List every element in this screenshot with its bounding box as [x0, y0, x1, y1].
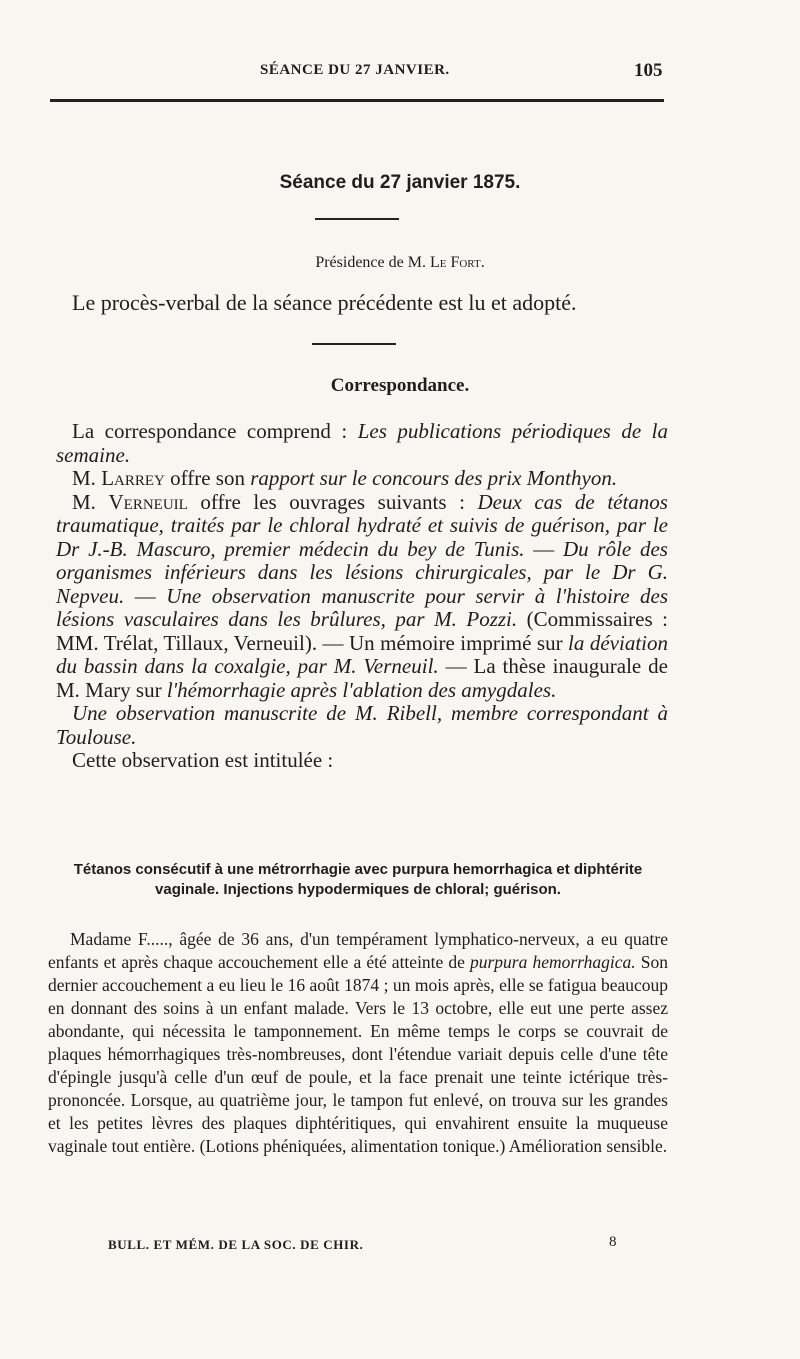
- text-run-italic: Une observation manuscrite de M. Ribell, membre correspondant à Toulouse.: [56, 701, 668, 749]
- minutes-paragraph: Le procès-verbal de la séance précédente est lu et adopté.: [72, 290, 577, 315]
- presidence-name: Le Fort: [429, 254, 481, 271]
- text-run: Madame F....., âgée de 36 ans, d'un tempérament lymphatico-nerveux, a eu quatre enfants et après chaque accouchement elle a été atteinte de: [48, 929, 668, 972]
- text-run: Cette observation est intitulée :: [72, 748, 334, 772]
- person-name: Larrey: [101, 466, 165, 490]
- text-run-italic: l'hémorrhagie après l'ablation des amygdales.: [166, 677, 557, 702]
- journal-footer: BULL. ET MÉM. DE LA SOC. DE CHIR.: [108, 1237, 364, 1252]
- case-title: Tétanos consécutif à une métrorrhagie avec purpura hemorrhagica et diphtérite vaginale. Injections hypodermiques de chloral; guérison.: [73, 861, 643, 898]
- text-run: (Commissaires : MM. Trélat, Tillaux, Verneuil). — Un mémoire imprimé sur: [56, 607, 668, 655]
- paragraph: [56, 420, 668, 467]
- text-run: M.: [72, 489, 109, 514]
- presidence-suffix: .: [480, 254, 485, 271]
- session-title: Séance du 27 janvier 1875.: [279, 172, 521, 193]
- text-run: —: [124, 583, 167, 608]
- paragraph: [56, 467, 668, 491]
- running-title: SÉANCE DU 27 JANVIER.: [260, 62, 450, 78]
- signature-mark: 8: [609, 1234, 617, 1250]
- text-run-italic: purpura hemorrhagica.: [470, 952, 636, 972]
- divider: [312, 343, 396, 345]
- header-rule: [50, 99, 664, 102]
- text-run-italic: Deux cas de tétanos traumatique, traités par le chloral hydraté et suivis de guérison, par le Dr J.-B. Mascuro, premier médecin du bey de Tunis.: [56, 489, 668, 561]
- text-run: offre les ouvrages suivants :: [187, 489, 478, 514]
- text-run-italic: Du rôle des organismes inférieurs dans les lésions chirurgicales, par le Dr G. Nepveu.: [56, 536, 668, 608]
- section-heading: Correspondance.: [330, 375, 470, 396]
- text-run: Son dernier accouchement a eu lieu le 16 août 1874 ; un mois après, elle se fatigua beaucoup en donnant des soins à un enfant malade. Vers le 13 octobre, elle eut une perte assez abondante, qui nécessita le tamponnement. En même temps le corps se couvrait de plaques hémorrhagiques très-nombreuses, dont l'étendue variait depuis celle d'une tête d'épingle jusqu'à celle d'un œuf de poule, et la face prenait une teinte ictérique très-prononcée. Lorsque, au quatrième jour, le tampon fut enlevé, on trouva sur les grandes et les petites lèvres des plaques diphtéritiques, qui envahirent ensuite la muqueuse vaginale tout entière. (Lotions phéniquées, alimentation tonique.) Amélioration sensible.: [48, 952, 668, 1156]
- paragraph: [56, 491, 668, 703]
- text-run: M.: [72, 466, 102, 490]
- paragraph: [56, 749, 668, 773]
- case-body: [48, 928, 668, 1158]
- presidence-line: [0, 254, 800, 272]
- text-run-italic: Les publications périodiques de la semaine.: [56, 419, 668, 467]
- text-run-italic: rapport sur le concours des prix Monthyon.: [250, 466, 618, 490]
- presidence-prefix: Présidence de M.: [315, 254, 430, 271]
- text-run: — La thèse inaugurale de M. Mary sur: [56, 654, 668, 702]
- divider: [315, 218, 399, 220]
- text-run: offre son: [164, 466, 251, 490]
- text-run: —: [524, 536, 563, 561]
- page-number: 105: [634, 60, 663, 81]
- text-run-italic: Une observation manuscrite pour servir à l'histoire des lésions vasculaires dans les brûlures, par M. Pozzi.: [56, 583, 668, 631]
- paragraph: [56, 702, 668, 749]
- text-run-italic: la déviation du bassin dans la coxalgie, par M. Verneuil.: [56, 630, 668, 678]
- text-run: La correspondance comprend :: [72, 419, 358, 443]
- person-name: Verneuil: [108, 489, 188, 514]
- correspondance-body: [56, 420, 668, 773]
